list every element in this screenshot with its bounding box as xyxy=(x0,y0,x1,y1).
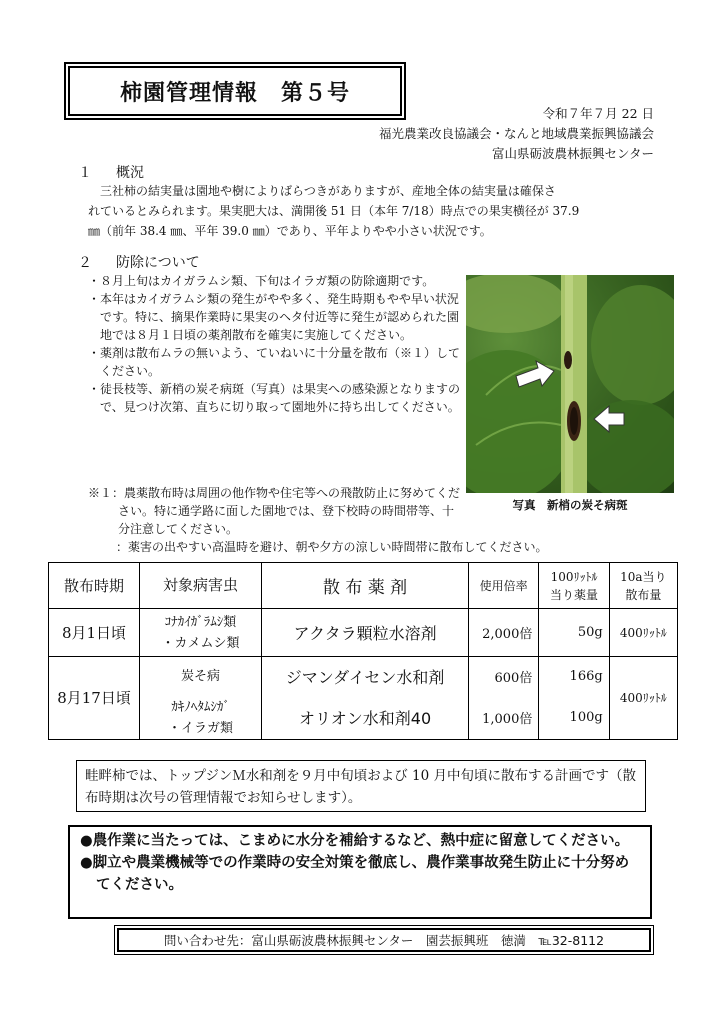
section-2-heading xyxy=(78,252,200,272)
overview-line-1: 三社柿の結実量は園地や樹によりばらつきがありますが、産地全体の結実量は確保さ xyxy=(100,184,556,198)
issuer-block xyxy=(379,104,654,164)
cell-agent: ジマンダイセン水和剤 xyxy=(262,657,469,697)
section-1-heading xyxy=(78,162,144,182)
table-header-row xyxy=(49,563,678,609)
page-title: 柿園管理情報 第５号 xyxy=(119,80,350,106)
header-agent: 散 布 薬 剤 xyxy=(262,563,469,609)
header-pest: 対象病害虫 xyxy=(140,563,262,609)
cell-ratio: 600倍 xyxy=(469,657,539,697)
cell-amount: 166g xyxy=(539,657,609,697)
section-2-title: 防除について xyxy=(116,255,200,271)
warning-item: ●脚立や農業機械等での作業時の安全対策を徹底し、農作業事故発生防止に十分努めてください。 xyxy=(80,855,630,893)
contact-text: 問い合わせ先：富山県砺波農林振興センター 園芸振興班 徳満 ℡32-8112 xyxy=(163,933,605,948)
bullet-item: ・薬剤は散布ムラの無いよう、ていねいに十分量を散布（※１）してください。 xyxy=(88,346,461,378)
overview-line-2: れているとみられます。果実肥大は、満開後 51 日（本年 7/18）時点での果実横径が 37.9 xyxy=(88,204,580,218)
note-2: ：薬害の出やすい高温時を避け、朝や夕方の涼しい時間帯に散布してください。 xyxy=(116,540,548,554)
title-box xyxy=(68,66,402,116)
photo-illustration xyxy=(466,275,674,493)
info-box xyxy=(76,760,646,812)
cell-pest xyxy=(140,697,262,740)
cell-pest-line-1: ｺﾅｶｲｶﾞﾗﾑｼ類 xyxy=(164,614,237,630)
cell-spray: 400ﾘｯﾄﾙ xyxy=(609,609,677,657)
photo-caption: 写真 新梢の炭そ病斑 xyxy=(512,498,628,512)
header-spray-line-1: 10a当り xyxy=(620,569,667,584)
cell-agent: オリオン水和剤40 xyxy=(262,697,469,740)
section-1-number: １ xyxy=(78,165,92,181)
note-1: ※１：農薬散布時は周囲の他作物や住宅等への飛散防止に努めてください。特に通学路に面した園地では、登下校時の時間帯等、十分注意してください。 xyxy=(88,486,461,536)
header-ratio: 使用倍率 xyxy=(469,563,539,609)
issuer-org-1: 福光農業改良協議会・なんと地域農業振興協議会 xyxy=(378,126,654,141)
cell-spray: 400ﾘｯﾄﾙ xyxy=(609,657,677,740)
control-bullets xyxy=(88,272,460,416)
cell-pest-line-2: ・イラガ類 xyxy=(168,720,234,736)
cell-period: 8月17日頃 xyxy=(49,657,140,740)
header-amount xyxy=(539,563,609,609)
section-1-title: 概況 xyxy=(116,165,144,181)
bullet-item: ・本年はカイガラムシ類の発生がやや多く、発生時期もやや早い状況です。特に、摘果作業時に果実のヘタ付近等に発生が認められた園地では８月１日頃の薬剤散布を確実に実施してください。 xyxy=(88,292,460,342)
info-text: 畦畔柿では、トップジンＭ水和剤を９月中旬頃および 10 月中旬頃に散布する計画です（散布時期は次号の管理情報でお知らせします）。 xyxy=(85,768,636,806)
cell-pest-line-1: ｶｷﾉﾍﾀﾑｼｶﾞ xyxy=(171,699,230,715)
anthracnose-photo xyxy=(466,275,674,493)
cell-agent: アクタラ顆粒水溶剤 xyxy=(262,609,469,657)
cell-pest xyxy=(140,609,262,657)
cell-ratio: 2,000倍 xyxy=(469,609,539,657)
warning-box xyxy=(68,825,652,919)
header-period: 散布時期 xyxy=(49,563,140,609)
section-2-number: ２ xyxy=(78,255,92,271)
header-spray xyxy=(609,563,677,609)
issue-date: 令和７年７月 22 日 xyxy=(542,106,654,121)
warning-item: ●農作業に当たっては、こまめに水分を補給するなど、熱中症に留意してください。 xyxy=(80,833,630,849)
issuer-org-2: 富山県砺波農林振興センター xyxy=(491,146,654,161)
header-amount-line-1: 100ﾘｯﾄﾙ xyxy=(550,569,598,584)
overview-line-3: ㎜（前年 38.4 ㎜、平年 39.0 ㎜）であり、平年よりやや小さい状況です。 xyxy=(88,224,492,238)
cell-pest-line-2: ・カメムシ類 xyxy=(161,635,240,651)
header-spray-line-2: 散布量 xyxy=(625,587,662,602)
cell-amount: 100g xyxy=(539,697,609,740)
table-row xyxy=(49,697,678,740)
cell-pest: 炭そ病 xyxy=(140,657,262,697)
table-row xyxy=(49,657,678,697)
lesion-spot xyxy=(564,351,572,369)
contact-box xyxy=(117,928,651,952)
header-amount-line-2: 当り薬量 xyxy=(550,587,599,602)
cell-ratio: 1,000倍 xyxy=(469,697,539,740)
bullet-item: ・８月上旬はカイガラムシ類、下旬はイラガ類の防除適期です。 xyxy=(88,274,435,288)
cell-amount: 50g xyxy=(539,609,609,657)
spray-schedule-table xyxy=(48,562,678,740)
cell-period: 8月1日頃 xyxy=(49,609,140,657)
table-row xyxy=(49,609,678,657)
bullet-item: ・徒長枝等、新梢の炭そ病斑（写真）は果実への感染源となりますので、見つけ次第、直ちに切り取って園地外に持ち出してください。 xyxy=(88,382,461,414)
